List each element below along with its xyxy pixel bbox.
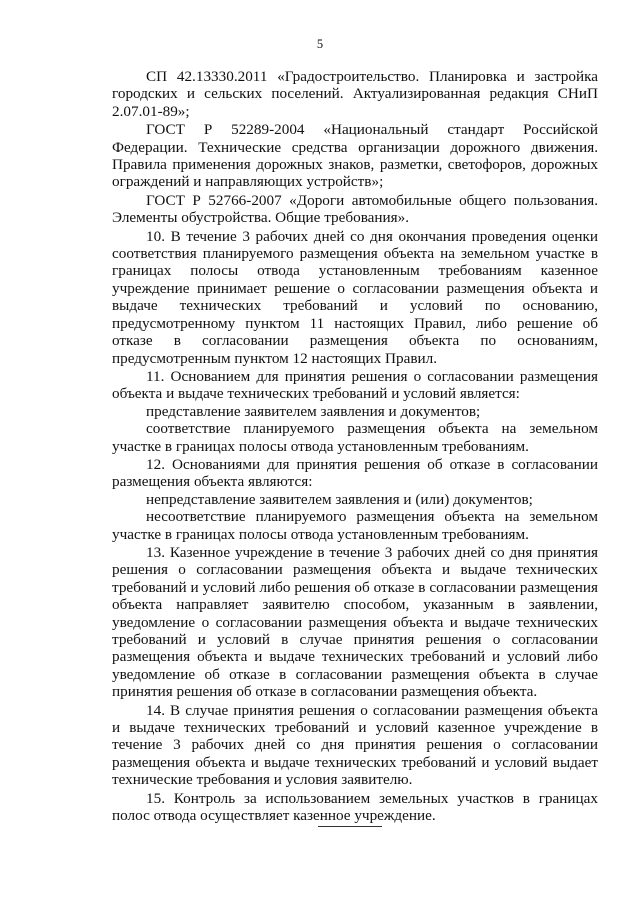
paragraph-clause-10: 10. В течение 3 рабочих дней со дня окончания проведения оценки соответствия планируемого размещения объекта на земельном участке в границах полосы отвода установленным требованиям казенное учреждение принимает решение о согласовании размещения объекта и выдаче технических требований и условий по основанию, предусмотренному пунктом 11 настоящих Правил, либо решение об отказе в согласовании размещения объекта по основаниям, предусмотренным пунктом 12 настоящих Правил. (112, 227, 598, 367)
paragraph-clause-11-item-1: представление заявителем заявления и документов; (146, 402, 481, 420)
page-number: 5 (316, 37, 324, 51)
paragraph-clause-11: 11. Основанием для принятия решения о согласовании размещения объекта и выдаче технических требований и условий является: (112, 367, 598, 403)
end-of-section-rule (318, 826, 382, 827)
paragraph-clause-15: 15. Контроль за использованием земельных участков в границах полос отвода осуществляет казенное учреждение. (112, 789, 598, 825)
paragraph-clause-12-item-1: непредставление заявителем заявления и (или) документов; (146, 490, 533, 508)
paragraph-clause-12: 12. Основаниями для принятия решения об отказе в согласовании размещения объекта являются: (112, 455, 598, 491)
paragraph-sp-42: СП 42.13330.2011 «Градостроительство. Планировка и застройка городских и сельских поселений. Актуализированная редакция СНиП 2.07.01-89»; (112, 68, 598, 120)
document-body (112, 68, 598, 824)
paragraph-clause-12-item-2: несоответствие планируемого размещения объекта на земельном участке в границах полосы отвода установленным требованиям. (112, 508, 598, 543)
paragraph-clause-11-item-2: соответствие планируемого размещения объекта на земельном участке в границах полосы отвода установленным требованиям. (112, 420, 598, 455)
paragraph-gost-52289: ГОСТ Р 52289-2004 «Национальный стандарт Российской Федерации. Технические средства организации дорожного движения. Правила применения дорожных знаков, разметки, светофоров, дорожных ограждений и направляющих устройств»; (112, 121, 598, 191)
paragraph-clause-14: 14. В случае принятия решения о согласовании размещения объекта и выдаче технических требований и условий казенное учреждение в течение 3 рабочих дней со дня принятия решения о согласовании размещения объекта и выдаче технических требований и условий выдает технические требования и условия заявителю. (112, 701, 598, 789)
paragraph-gost-52766: ГОСТ Р 52766-2007 «Дороги автомобильные общего пользования. Элементы обустройства. Общие требования». (112, 191, 598, 227)
paragraph-clause-13: 13. Казенное учреждение в течение 3 рабочих дней со дня принятия решения о согласовании размещения объекта и выдаче технических требований и условий либо решения об отказе в согласовании размещения объекта направляет заявителю способом, указанным в заявлении, уведомление о согласовании размещения объекта и выдаче технических требований и условий в случае принятия решения о согласовании размещения объекта и выдаче технических требований и условий либо уведомление об отказе в согласовании размещения объекта в случае принятия решения об отказе в согласовании размещения объекта. (112, 543, 598, 701)
